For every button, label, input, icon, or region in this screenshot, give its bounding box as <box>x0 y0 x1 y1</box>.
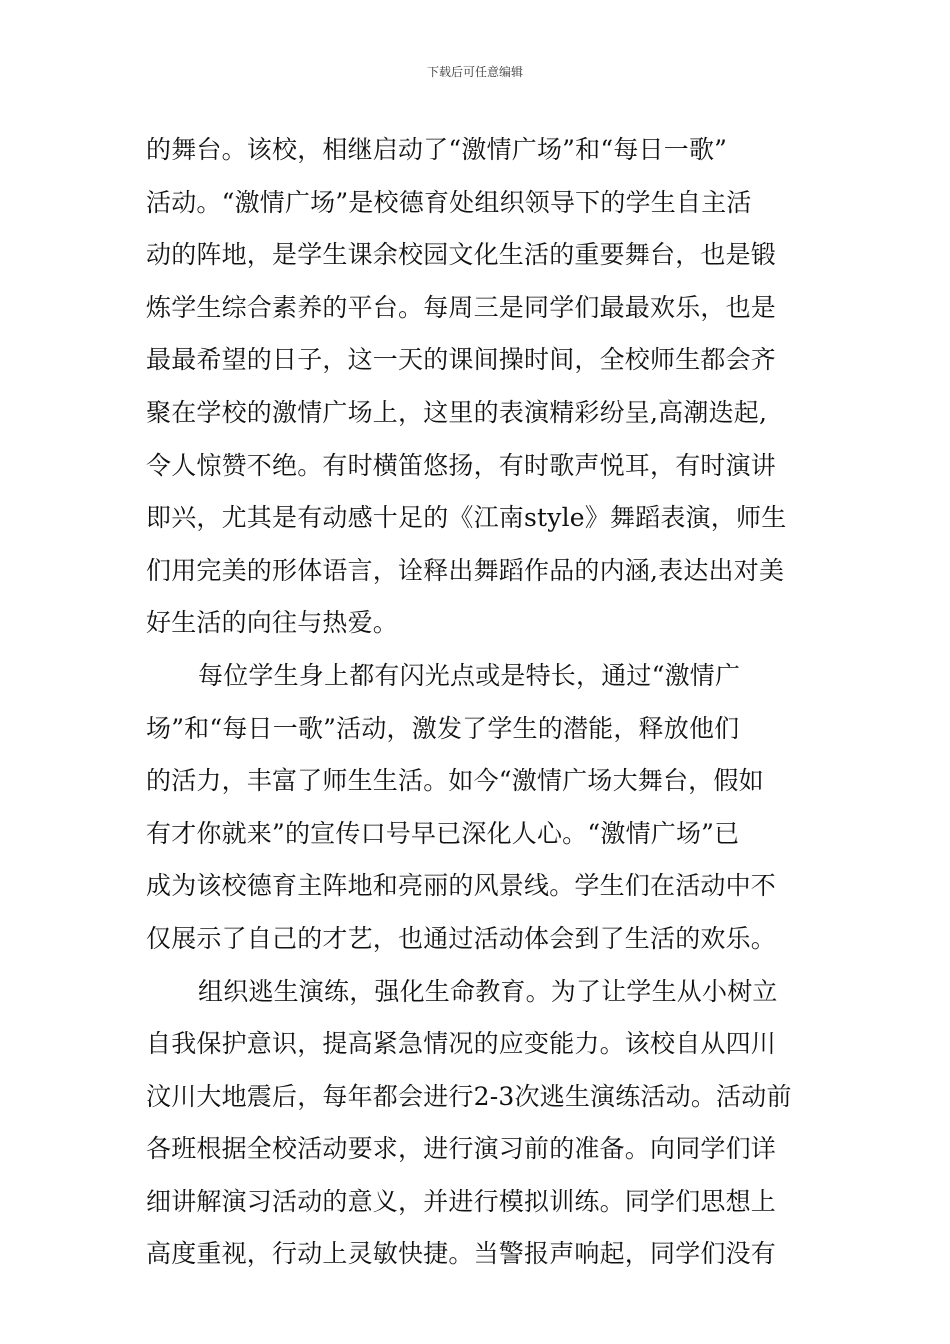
paragraph-1 <box>146 124 816 650</box>
text-line: 动的阵地，是学生课余校园文化生活的重要舞台，也是锻 <box>146 240 777 270</box>
text-line: 组织逃生演练，强化生命教育。为了让学生从小树立 <box>198 976 778 1006</box>
text-line: 好生活的向往与热爱。 <box>146 608 399 638</box>
paragraph-2 <box>146 650 816 966</box>
text-line: 成为该校德育主阵地和亮丽的风景线。学生们在活动中不 <box>146 871 777 901</box>
text-line: 细讲解演习活动的意义，并进行模拟训练。同学们思想上 <box>146 1186 777 1216</box>
text-line: 有才你就来”的宣传口号早已深化人心。“激情广场”已 <box>146 818 740 848</box>
document-body <box>146 124 816 1281</box>
page-header: 下载后可任意编辑 <box>426 65 523 79</box>
text-line: 令人惊赞不绝。有时横笛悠扬，有时歌声悦耳，有时演讲 <box>146 450 777 480</box>
text-line: 场”和“每日一歌”活动，激发了学生的潜能，释放他们 <box>146 713 740 743</box>
paragraph-3 <box>146 966 816 1282</box>
text-line: 聚在学校的激情广场上，这里的表演精彩纷呈,高潮迭起, <box>146 397 768 427</box>
text-line: 自我保护意识，提高紧急情况的应变能力。该校自从四川 <box>146 1029 777 1059</box>
text-line: 的舞台。该校，相继启动了“激情广场”和“每日一歌” <box>146 135 728 164</box>
text-line: 炼学生综合素养的平台。每周三是同学们最最欢乐，也是 <box>146 292 777 322</box>
text-line: 每位学生身上都有闪光点或是特长，通过“激情广 <box>198 660 741 690</box>
text-line: 仅展示了自己的才艺，也通过活动体会到了生活的欢乐。 <box>146 923 777 953</box>
text-line: 汶川大地震后，每年都会进行2-3次逃生演练活动。活动前 <box>146 1081 792 1111</box>
text-line: 各班根据全校活动要求，进行演习前的准备。向同学们详 <box>146 1134 777 1164</box>
text-line: 的活力，丰富了师生生活。如今“激情广场大舞台，假如 <box>146 766 764 796</box>
text-line: 活动。“激情广场”是校德育处组织领导下的学生自主活 <box>146 187 752 217</box>
text-line: 即兴，尤其是有动感十足的《江南style》舞蹈表演，师生 <box>146 503 787 533</box>
text-line: 们用完美的形体语言，诠释出舞蹈作品的内涵,表达出对美 <box>146 555 785 585</box>
text-line: 最最希望的日子，这一天的课间操时间，全校师生都会齐 <box>146 345 777 375</box>
text-line: 高度重视，行动上灵敏快捷。当警报声响起，同学们没有 <box>146 1239 777 1269</box>
